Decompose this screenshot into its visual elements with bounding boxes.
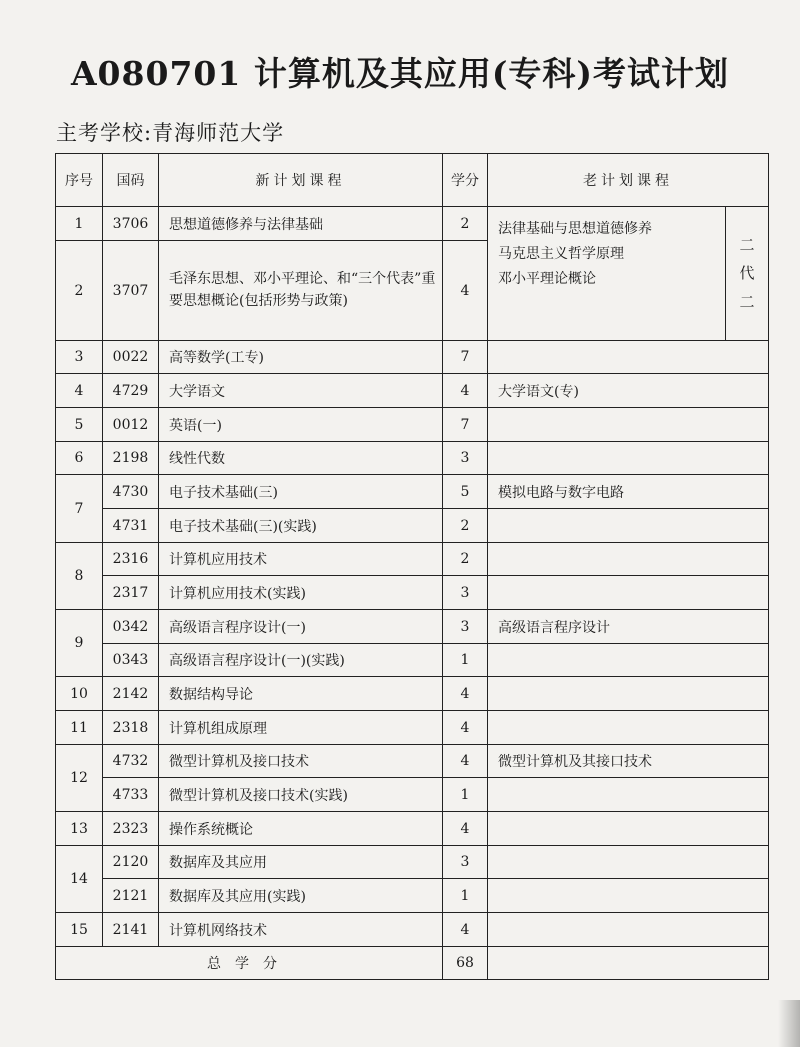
old-plan-cell [488,913,769,947]
code-cell: 2323 [103,812,159,846]
table-row [56,745,769,778]
table-row [56,509,769,543]
old-plan-cell [488,947,769,980]
old-course: 邓小平理论概论 [498,271,596,288]
page-edge-shadow [778,1000,800,1047]
old-plan-cell: 高级语言程序设计 [488,610,769,644]
total-credits: 68 [443,947,488,980]
table-row [56,846,769,879]
code-cell: 4732 [103,745,159,778]
table-row [56,812,769,846]
table-row [56,207,769,241]
old-plan-cell [488,509,769,543]
course-cell: 高级语言程序设计(一) [159,610,443,644]
exam-plan-table [55,153,769,980]
old-plan-cell: 微型计算机及其接口技术 [488,745,769,778]
seq-cell: 10 [56,677,103,711]
old-plan-cell: 大学语文(专) [488,374,769,408]
table-row [56,475,769,509]
old-course: 马克思主义哲学原理 [498,246,624,263]
table-row [56,711,769,745]
course-cell: 大学语文 [159,374,443,408]
course-cell: 英语(一) [159,408,443,442]
course-cell: 高级语言程序设计(一)(实践) [159,644,443,677]
seq-cell: 2 [56,241,103,341]
course-cell: 计算机组成原理 [159,711,443,745]
table-row [56,374,769,408]
table-row [56,408,769,442]
table-row [56,341,769,374]
credits-cell: 4 [443,913,488,947]
code-cell: 2141 [103,913,159,947]
course-cell: 思想道德修养与法律基础 [159,207,443,241]
side-char: 二 [739,292,755,311]
course-cell: 计算机应用技术 [159,543,443,576]
course-cell: 线性代数 [159,442,443,475]
old-plan-cell: 模拟电路与数字电路 [488,475,769,509]
seq-cell: 3 [56,341,103,374]
course-cell: 数据库及其应用(实践) [159,879,443,913]
old-plan-cell [488,711,769,745]
course-cell: 电子技术基础(三)(实践) [159,509,443,543]
old-plan-cell [488,879,769,913]
credits-cell: 4 [443,711,488,745]
code-cell: 2316 [103,543,159,576]
credits-cell: 4 [443,745,488,778]
code-cell: 0022 [103,341,159,374]
seq-cell: 13 [56,812,103,846]
credits-cell: 7 [443,408,488,442]
header-old-plan: 老计划课程 [488,154,769,207]
course-cell: 微型计算机及接口技术 [159,745,443,778]
code-cell: 4731 [103,509,159,543]
old-plan-group-cell [488,207,726,341]
course-cell: 计算机应用技术(实践) [159,576,443,610]
header-credits: 学分 [443,154,488,207]
credits-cell: 4 [443,677,488,711]
seq-cell: 1 [56,207,103,241]
credits-cell: 2 [443,509,488,543]
seq-cell: 9 [56,610,103,677]
course-cell: 毛泽东思想、邓小平理论、和“三个代表”重要思想概论(包括形势与政策) [159,241,443,341]
seq-cell: 6 [56,442,103,475]
credits-cell: 3 [443,846,488,879]
code-cell: 2198 [103,442,159,475]
credits-cell: 3 [443,576,488,610]
code-cell: 2142 [103,677,159,711]
course-cell: 操作系统概论 [159,812,443,846]
credits-cell: 4 [443,812,488,846]
old-plan-side-note [726,207,769,341]
side-char: 二 [739,235,755,254]
seq-cell: 12 [56,745,103,812]
old-plan-cell [488,576,769,610]
table-row [56,442,769,475]
credits-cell: 3 [443,610,488,644]
course-cell: 数据结构导论 [159,677,443,711]
credits-cell: 2 [443,207,488,241]
old-plan-cell [488,778,769,812]
credits-cell: 4 [443,241,488,341]
course-cell: 高等数学(工专) [159,341,443,374]
course-cell: 微型计算机及接口技术(实践) [159,778,443,812]
credits-cell: 1 [443,879,488,913]
credits-cell: 4 [443,374,488,408]
code-cell: 0342 [103,610,159,644]
school-label: 主考学校:青海师范大学 [56,121,285,145]
credits-cell: 7 [443,341,488,374]
code-cell: 4729 [103,374,159,408]
seq-cell: 14 [56,846,103,913]
course-cell: 计算机网络技术 [159,913,443,947]
side-char: 代 [739,264,755,283]
seq-cell: 11 [56,711,103,745]
old-course: 法律基础与思想道德修养 [498,221,652,237]
header-new-plan: 新计划课程 [159,154,443,207]
old-plan-cell [488,812,769,846]
code-cell: 4733 [103,778,159,812]
old-plan-cell [488,644,769,677]
table-header-row [56,154,769,207]
code-cell: 0343 [103,644,159,677]
table-row [56,677,769,711]
seq-cell: 7 [56,475,103,543]
header-seq: 序号 [56,154,103,207]
code-cell: 2318 [103,711,159,745]
credits-cell: 3 [443,442,488,475]
table-row [56,879,769,913]
table-row [56,913,769,947]
code-cell: 2120 [103,846,159,879]
table-row [56,644,769,677]
old-plan-cell [488,341,769,374]
course-cell: 数据库及其应用 [159,846,443,879]
seq-cell: 15 [56,913,103,947]
table-row [56,610,769,644]
code-cell: 0012 [103,408,159,442]
credits-cell: 5 [443,475,488,509]
page-title: A080701 计算机及其应用(专科)考试计划 [70,54,730,93]
seq-cell: 8 [56,543,103,610]
code-cell: 3706 [103,207,159,241]
code-cell: 4730 [103,475,159,509]
old-plan-cell [488,846,769,879]
table-row [56,778,769,812]
credits-cell: 1 [443,778,488,812]
table-row [56,576,769,610]
table-row [56,543,769,576]
old-plan-cell [488,543,769,576]
code-cell: 2317 [103,576,159,610]
seq-cell: 4 [56,374,103,408]
header-code: 国码 [103,154,159,207]
old-plan-cell [488,442,769,475]
credits-cell: 2 [443,543,488,576]
code-cell: 2121 [103,879,159,913]
credits-cell: 1 [443,644,488,677]
total-label: 总学分 [56,947,443,980]
total-row [56,947,769,980]
old-plan-cell [488,677,769,711]
course-cell: 电子技术基础(三) [159,475,443,509]
seq-cell: 5 [56,408,103,442]
code-cell: 3707 [103,241,159,341]
old-plan-cell [488,408,769,442]
